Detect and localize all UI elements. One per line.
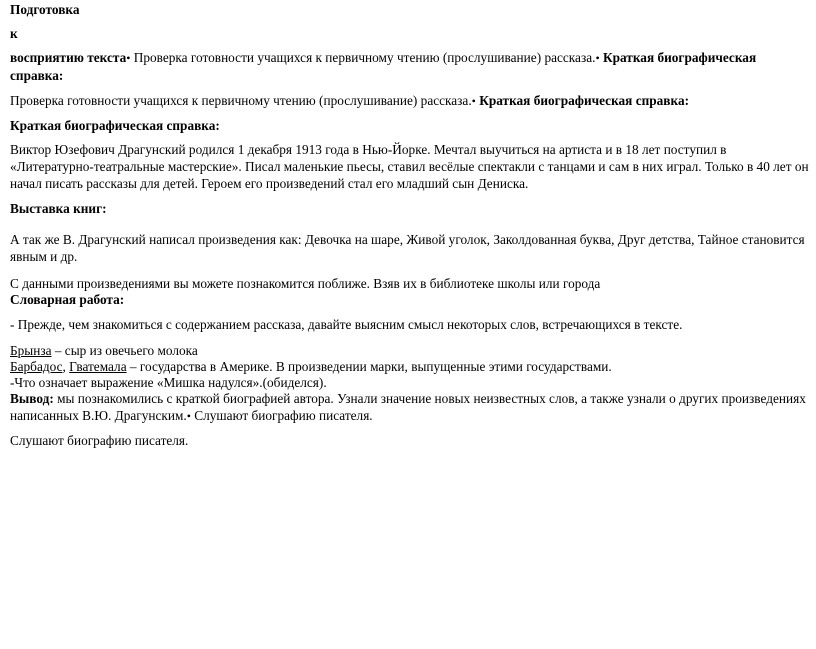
conclusion-paragraph — [10, 390, 810, 425]
books-paragraph — [10, 231, 810, 265]
bullet-icon: • — [471, 94, 476, 108]
vocab-title — [10, 291, 810, 308]
books-title — [10, 200, 810, 217]
bio-title-text: Краткая биографическая справка: — [10, 118, 220, 133]
vocab-word-2: Барбадос — [10, 359, 63, 374]
bio-text: Виктор Юзефович Драгунский родился 1 декабря 1913 года в Нью-Йорке. Мечтал выучиться на артиста и в 18 лет поступил в «Литературно-театральные мастерские». Писал маленькие пьесы, ставил весёлые спектакли с танцами и сам в них играл. Только в 40 лет он начал писать рассказы для детей. Героем его произведений стал его младший сын Дениска. — [10, 142, 809, 191]
vocab-separator: , — [62, 359, 70, 374]
books-paragraph-2 — [10, 275, 810, 292]
heading-preposition — [10, 25, 810, 42]
vocab-definition-2: – государства в Америке. В произведении марки, выпущенные этими государствами. — [126, 359, 612, 374]
check-bold-text: Краткая биографическая справка: — [475, 93, 690, 108]
vocab-word-1: Брынза — [10, 343, 52, 358]
heading-bold-text-2: Краткая биографическая справка: — [10, 50, 757, 83]
heading-line-2: к — [10, 26, 18, 41]
heading-text: Проверка готовности учащихся к первичному чтению (прослушивание) рассказа. — [130, 50, 596, 65]
vocab-intro — [10, 316, 810, 333]
heading-title — [10, 1, 810, 18]
bio-title — [10, 117, 810, 134]
books-text: А так же В. Драгунский написал произведения как: Девочка на шаре, Живой уголок, Заколдованная буква, Друг детства, Тайное становится явным и др. — [10, 232, 805, 264]
vocab-title-text: Словарная работа: — [10, 292, 125, 307]
bullet-icon: • — [595, 51, 600, 65]
bullet-icon: • — [186, 409, 191, 423]
conclusion-text: мы познакомились с краткой биографией автора. Узнали значение новых неизвестных слов, а также узнали о других произведениях написанных В.Ю. Драгунским. — [10, 391, 806, 423]
check-text: Проверка готовности учащихся к первичному чтению (прослушивание) рассказа. — [10, 93, 472, 108]
bio-paragraph — [10, 141, 810, 192]
vocab-entry-1 — [10, 342, 810, 359]
vocab-word-3: Гватемала — [69, 359, 127, 374]
heading-paragraph — [10, 49, 810, 84]
vocab-intro-text: - Прежде, чем знакомиться с содержанием рассказа, давайте выясним смысл некоторых слов, встречающихся в тексте. — [10, 317, 683, 332]
conclusion-label: Вывод: — [10, 391, 54, 406]
vocab-question — [10, 374, 810, 391]
vocab-definition-1: – сыр из овечьего молока — [51, 343, 198, 358]
books-text-2: С данными произведениями вы можете познакомится поближе. Взяв их в библиотеке школы или города — [10, 276, 601, 291]
books-title-text: Выставка книг: — [10, 201, 107, 216]
vocab-question-text: -Что означает выражение «Мишка надулся».(обиделся). — [10, 375, 327, 390]
bullet-icon: • — [126, 51, 131, 65]
heading-line-1: Подготовка — [10, 2, 80, 17]
check-paragraph — [10, 92, 810, 110]
vocab-entry-2 — [10, 358, 810, 375]
final-text: Слушают биографию писателя. — [10, 433, 189, 448]
conclusion-tail: Слушают биографию писателя. — [190, 408, 373, 423]
final-paragraph — [10, 432, 810, 449]
heading-bold-text: восприятию текста — [10, 50, 127, 65]
